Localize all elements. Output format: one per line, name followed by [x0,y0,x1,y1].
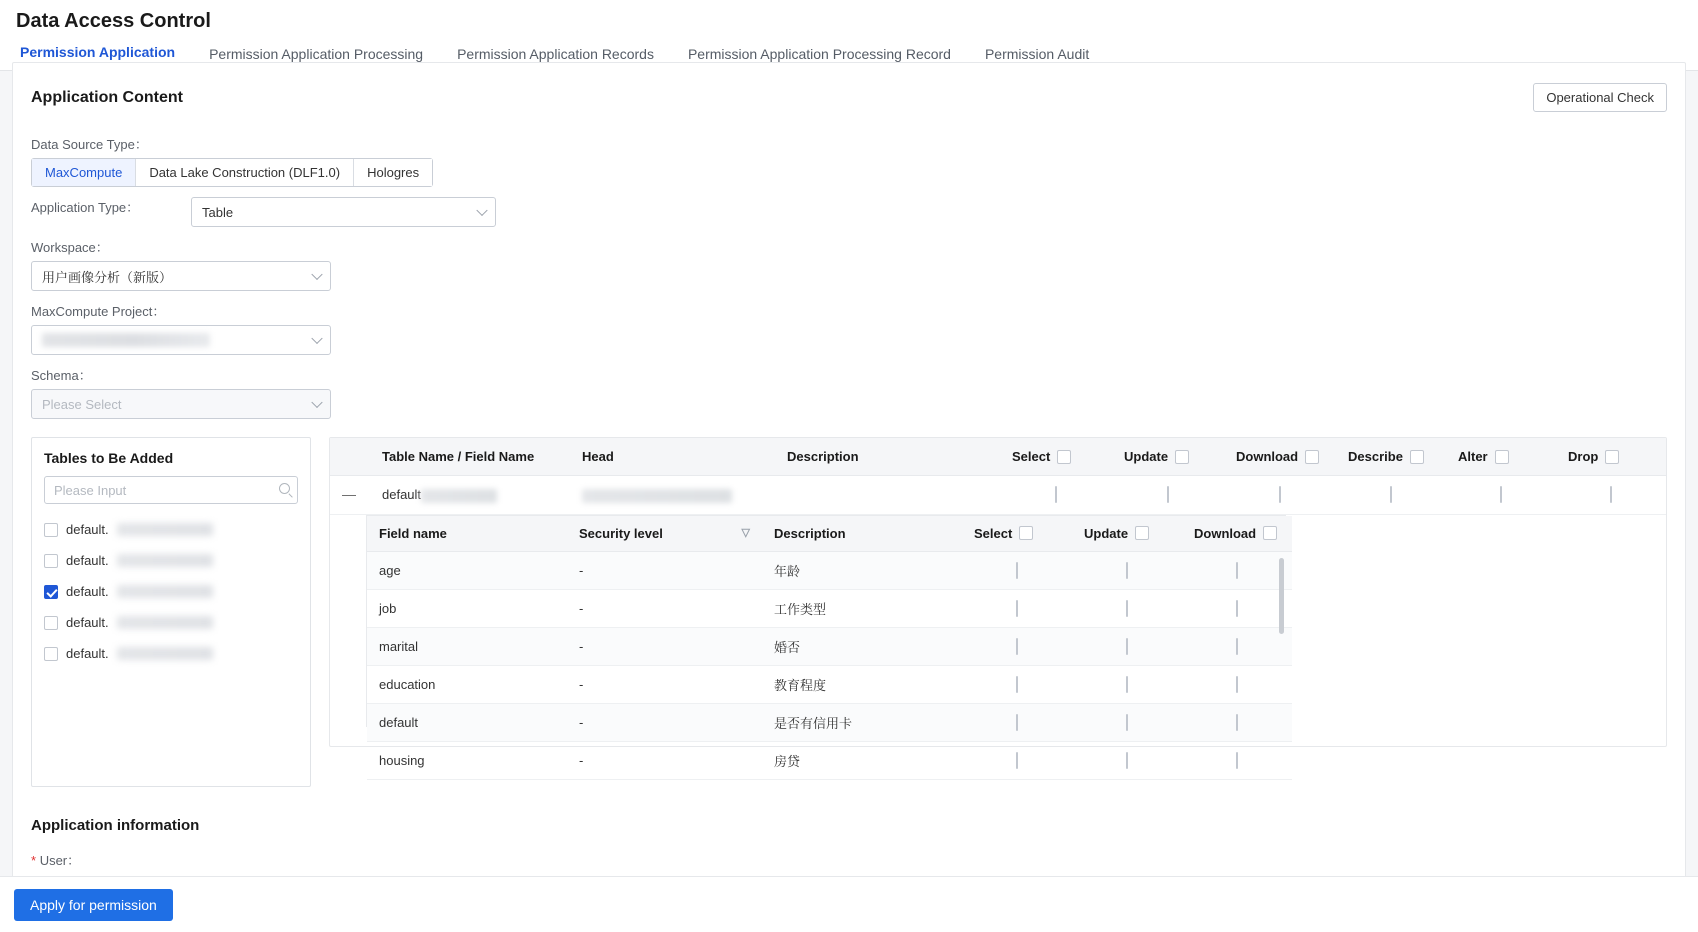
select-all-describe-checkbox[interactable] [1410,450,1424,464]
field-update-cell[interactable] [1072,589,1182,627]
row-update-checkbox[interactable] [1167,486,1169,503]
cell-update[interactable] [1112,476,1224,515]
table-label-masked [117,647,213,660]
maxcompute-project-value-masked [42,333,210,347]
col-field-description: Description [762,516,962,552]
workspace-value: 用户画像分析（新版） [42,269,173,285]
application-type-label: Application Type： [31,200,140,215]
application-content-card [12,62,1686,892]
col-head: Head [570,438,775,476]
row-download-checkbox[interactable] [1279,486,1281,503]
table-name-masked [421,489,497,503]
field-download-checkbox[interactable] [1236,676,1238,693]
field-update-cell[interactable] [1072,551,1182,589]
card-header [13,63,1685,112]
field-security-level: - [567,741,762,779]
tab-permission-audit[interactable]: Permission Audit [984,46,1090,62]
collapse-icon[interactable]: — [342,486,356,503]
outer-table [330,438,1666,515]
tab-permission-application[interactable]: Permission Application [20,44,175,70]
row-describe-checkbox[interactable] [1390,486,1392,503]
field-description: 工作类型 [762,589,962,627]
card-title: Application Content [31,88,183,106]
col-describe [1336,438,1446,476]
row-drop-checkbox[interactable] [1610,486,1612,503]
col-download-label: Download [1236,449,1299,464]
tab-permission-application-processing-record[interactable]: Permission Application Processing Record [687,46,951,62]
user-label [31,850,1667,869]
maxcompute-project-label: MaxCompute Project： [31,304,166,319]
col-download [1224,438,1336,476]
table-label-masked [117,523,213,536]
col-table-name: Table Name / Field Name [370,438,570,476]
field-select-all-checkbox[interactable] [1019,526,1033,540]
field-update-checkbox[interactable] [1126,714,1128,731]
field-update-checkbox[interactable] [1126,600,1128,617]
list-item[interactable] [44,514,298,545]
col-field-select-label: Select [974,525,1013,541]
workspace-select[interactable] [31,261,331,291]
field-select-cell[interactable] [962,665,1072,703]
col-update-label: Update [1124,449,1169,464]
maxcompute-project-select[interactable] [31,325,331,355]
head-masked [582,489,732,503]
field-select-checkbox[interactable] [1016,600,1018,617]
field-download-checkbox[interactable] [1236,638,1238,655]
col-field-update-label: Update [1084,525,1129,541]
cell-select[interactable] [1000,476,1112,515]
workspace-label: Workspace： [31,240,109,255]
application-type-select[interactable] [191,197,496,227]
expand-column-header [330,438,370,476]
chevron-down-icon [311,333,322,344]
cell-download[interactable] [1224,476,1336,515]
col-drop [1556,438,1666,476]
field-name: default [367,703,567,741]
table-label-masked [117,616,213,629]
table-row [367,741,1292,779]
col-field-download [1182,516,1292,552]
field-description: 是否有信用卡 [762,703,962,741]
tab-permission-application-processing[interactable]: Permission Application Processing [209,46,424,62]
cell-drop[interactable] [1556,476,1666,515]
data-source-maxcompute[interactable]: MaxCompute [32,159,136,186]
field-select-cell[interactable] [962,627,1072,665]
field-select-checkbox[interactable] [1016,714,1018,731]
field-download-cell[interactable] [1182,703,1292,741]
field-description: 年龄 [762,551,962,589]
col-select [1000,438,1112,476]
data-source-dlf[interactable]: Data Lake Construction (DLF1.0) [136,159,354,186]
application-type-value: Table [202,204,234,220]
col-field-select [962,516,1072,552]
cell-head [570,476,775,515]
field-download-checkbox[interactable] [1236,752,1238,769]
field-download-cell[interactable] [1182,665,1292,703]
field-update-checkbox[interactable] [1126,562,1128,579]
application-form [13,112,1685,419]
field-security-level: - [567,551,762,589]
list-item[interactable] [44,638,298,669]
col-field-update [1072,516,1182,552]
col-select-label: Select [1012,449,1051,464]
field-select-checkbox[interactable] [1016,752,1018,769]
list-item[interactable] [44,607,298,638]
schema-select[interactable] [31,389,331,419]
chevron-down-icon [311,269,322,280]
field-name: housing [367,741,567,779]
col-alter-label: Alter [1458,449,1488,464]
chevron-down-icon [476,205,487,216]
tables-search-input[interactable] [44,476,298,504]
field-download-cell[interactable] [1182,551,1292,589]
tables-panel-title: Tables to Be Added [44,450,174,466]
select-all-download-checkbox[interactable] [1305,450,1319,464]
col-alter [1446,438,1556,476]
field-select-checkbox[interactable] [1016,638,1018,655]
field-select-cell[interactable] [962,589,1072,627]
table-row [367,589,1292,627]
table-name-value: default [382,487,422,502]
application-information-title: Application information [31,817,200,834]
field-update-checkbox[interactable] [1126,676,1128,693]
tab-permission-application-records[interactable]: Permission Application Records [457,46,654,62]
tables-to-be-added-panel [31,437,311,787]
field-update-checkbox[interactable] [1126,638,1128,655]
field-update-checkbox[interactable] [1126,752,1128,769]
field-update-cell[interactable] [1072,665,1182,703]
table-checkbox[interactable] [44,523,58,537]
tables-checkbox-list [44,514,298,669]
schema-placeholder: Please Select [42,396,122,412]
row-alter-checkbox[interactable] [1500,486,1502,503]
field-download-checkbox[interactable] [1236,600,1238,617]
field-download-cell[interactable] [1182,627,1292,665]
col-security-level-label: Security level [579,525,663,541]
field-description: 房贷 [762,741,962,779]
field-update-cell[interactable] [1072,741,1182,779]
cell-description [775,476,1000,515]
chevron-down-icon [311,397,322,408]
table-checkbox[interactable] [44,647,58,661]
data-source-type-segmented[interactable] [31,158,433,187]
field-name: education [367,665,567,703]
selection-area [13,419,1685,787]
col-update [1112,438,1224,476]
col-drop-label: Drop [1568,449,1599,464]
col-security-level [567,516,762,552]
field-update-all-checkbox[interactable] [1135,526,1149,540]
table-checkbox[interactable] [44,585,58,599]
table-checkbox[interactable] [44,554,58,568]
cell-alter[interactable] [1446,476,1556,515]
field-download-checkbox[interactable] [1236,714,1238,731]
list-item[interactable] [44,545,298,576]
tables-search-placeholder: Please Input [54,482,127,498]
field-security-level: - [567,665,762,703]
list-item[interactable] [44,576,298,607]
field-select-cell[interactable] [962,703,1072,741]
cell-table-name [370,476,570,515]
table-label: default. [66,615,109,630]
table-label: default. [66,553,109,568]
data-source-type-label: Data Source Type： [31,137,148,152]
field-update-cell[interactable] [1072,703,1182,741]
table-label-masked [117,585,213,598]
select-all-drop-checkbox[interactable] [1605,450,1619,464]
table-row [367,665,1292,703]
table-label: default. [66,646,109,661]
apply-for-permission-button[interactable]: Apply for permission [14,889,173,921]
field-download-checkbox[interactable] [1236,562,1238,579]
field-select-checkbox[interactable] [1016,676,1018,693]
inner-table [367,516,1292,780]
schema-label: Schema： [31,368,92,383]
col-field-download-label: Download [1194,525,1257,541]
table-row [367,627,1292,665]
field-description: 教育程度 [762,665,962,703]
footer-bar [0,876,1698,932]
field-update-cell[interactable] [1072,627,1182,665]
field-description: 婚否 [762,627,962,665]
table-row [330,476,1666,515]
expand-cell[interactable] [330,476,370,515]
field-name: age [367,551,567,589]
table-row [367,551,1292,589]
table-label: default. [66,522,109,537]
field-level-table [366,515,1286,769]
field-download-all-checkbox[interactable] [1263,526,1277,540]
select-all-select-checkbox[interactable] [1057,450,1071,464]
row-select-checkbox[interactable] [1055,486,1057,503]
field-security-level: - [567,627,762,665]
cell-describe[interactable] [1336,476,1446,515]
table-checkbox[interactable] [44,616,58,630]
field-security-level: - [567,589,762,627]
field-select-cell[interactable] [962,551,1072,589]
application-information-section [13,787,1685,887]
search-icon [279,483,290,494]
col-field-name: Field name [367,516,567,552]
field-download-cell[interactable] [1182,589,1292,627]
operational-check-button[interactable]: Operational Check [1533,83,1667,112]
data-source-hologres[interactable]: Hologres [354,159,432,186]
field-download-cell[interactable] [1182,741,1292,779]
field-security-level: - [567,703,762,741]
field-name: marital [367,627,567,665]
table-label: default. [66,584,109,599]
field-select-checkbox[interactable] [1016,562,1018,579]
col-description: Description [775,438,1000,476]
filter-icon[interactable]: ▽ [741,526,750,539]
select-all-alter-checkbox[interactable] [1495,450,1509,464]
table-row [367,703,1292,741]
page-title: Data Access Control [0,0,1698,39]
table-label-masked [117,554,213,567]
inner-table-scrollbar[interactable] [1279,558,1284,634]
field-select-cell[interactable] [962,741,1072,779]
field-name: job [367,589,567,627]
select-all-update-checkbox[interactable] [1175,450,1189,464]
permissions-table [329,437,1667,769]
col-describe-label: Describe [1348,449,1403,464]
required-asterisk: * [31,853,37,868]
user-label-text: User： [39,853,81,868]
